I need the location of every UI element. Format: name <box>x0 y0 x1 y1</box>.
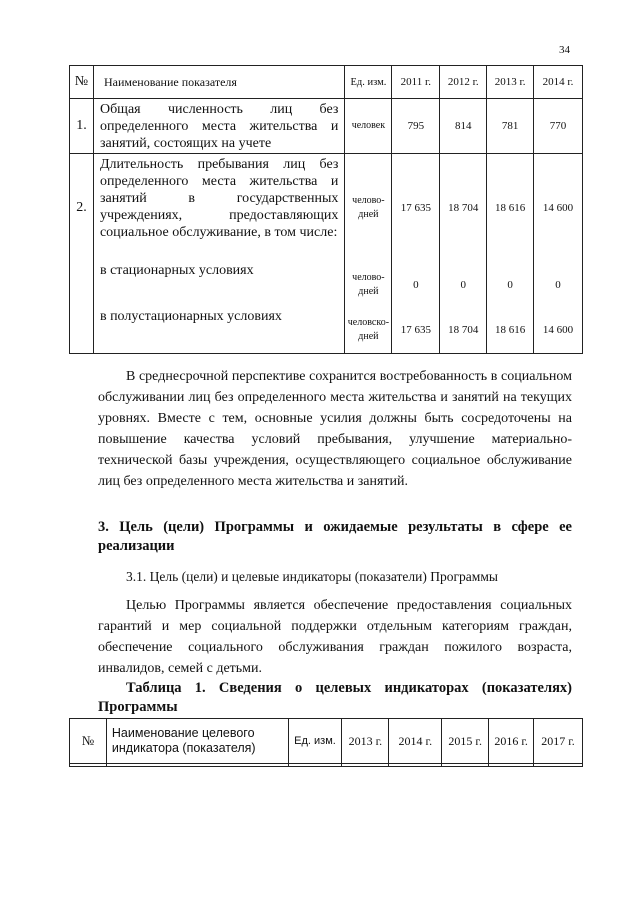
row-value: 0 <box>487 262 534 308</box>
row-value: 18 704 <box>440 154 487 262</box>
row-value: 14 600 <box>534 308 583 354</box>
table-header-row <box>70 719 583 764</box>
row-value: 17 635 <box>392 308 440 354</box>
header-name: Наименование показателя <box>93 66 344 99</box>
paragraph: В среднесрочной перспективе сохранится востребованность в социальном обслуживании лиц без определенного места жительства и занятий на текущих уровнях. Вместе с тем, основные усилия должны быть сосредоточены на повышение качества условий пребывания, улучшение материально-технической базы учреждения, осуществляющего социальное обслуживание лиц без определенного места жительства и занятий. <box>98 369 572 489</box>
row-name: Общая численность лиц без определенного места жительства и занятий, состоящих на учете <box>93 99 344 154</box>
row-value: 0 <box>534 262 583 308</box>
row-unit: челово-дней <box>345 154 392 262</box>
row-name: в полустационарных условиях <box>93 308 344 354</box>
header-2013: 2013 г. <box>487 66 534 99</box>
row-index <box>70 262 94 308</box>
subsection-heading: 3.1. Цель (цели) и целевые индикаторы (показатели) Программы <box>126 569 498 584</box>
row-index <box>70 308 94 354</box>
table-row <box>70 154 583 262</box>
table-caption: Таблица 1. Сведения о целевых индикаторах (показателях) Программы <box>98 680 572 715</box>
row-value: 0 <box>440 262 487 308</box>
page-number: 34 <box>559 44 570 56</box>
header-2013: 2013 г. <box>342 719 389 764</box>
row-value: 17 635 <box>392 154 440 262</box>
row-value: 0 <box>392 262 440 308</box>
table-row <box>70 99 583 154</box>
row-value: 18 616 <box>487 154 534 262</box>
header-2015: 2015 г. <box>442 719 489 764</box>
table-bottom-rule <box>70 764 583 767</box>
row-value: 14 600 <box>534 154 583 262</box>
header-num: № <box>70 66 94 99</box>
header-unit: Ед. изм. <box>345 66 392 99</box>
table-row <box>70 262 583 308</box>
row-index: 1. <box>70 99 94 154</box>
row-value: 814 <box>440 99 487 154</box>
row-value: 18 704 <box>440 308 487 354</box>
table-header-row <box>70 66 583 99</box>
header-name: Наименование целевого индикатора (показателя) <box>106 719 288 764</box>
row-value: 781 <box>487 99 534 154</box>
header-unit: Ед. изм. <box>288 719 342 764</box>
row-value: 795 <box>392 99 440 154</box>
header-2012: 2012 г. <box>440 66 487 99</box>
row-value: 18 616 <box>487 308 534 354</box>
header-num: № <box>70 719 107 764</box>
row-unit: челово-дней <box>345 262 392 308</box>
header-2016: 2016 г. <box>489 719 534 764</box>
header-2014: 2014 г. <box>534 66 583 99</box>
row-value: 770 <box>534 99 583 154</box>
statistics-table <box>69 65 583 354</box>
row-name: в стационарных условиях <box>93 262 344 308</box>
row-unit: человско-дней <box>345 308 392 354</box>
header-2011: 2011 г. <box>392 66 440 99</box>
row-name: Длительность пребывания лиц без определенного места жительства и занятий в государственных учреждениях, предоставляющих социальное обслуживание, в том числе: <box>93 154 344 262</box>
paragraph: Целью Программы является обеспечение предоставления социальных гарантий и мер социальной поддержки отдельным категориям граждан, обеспечение социального обслуживания граждан пожилого возраста, инвалидов, семей с детьми. <box>98 598 572 676</box>
target-indicators-table <box>69 718 583 767</box>
row-index: 2. <box>70 154 94 262</box>
row-unit: человек <box>345 99 392 154</box>
section-heading: 3. Цель (цели) Программы и ожидаемые результаты в сфере ее реализации <box>98 519 572 554</box>
header-2014: 2014 г. <box>389 719 442 764</box>
header-2017: 2017 г. <box>534 719 583 764</box>
table-row <box>70 308 583 354</box>
